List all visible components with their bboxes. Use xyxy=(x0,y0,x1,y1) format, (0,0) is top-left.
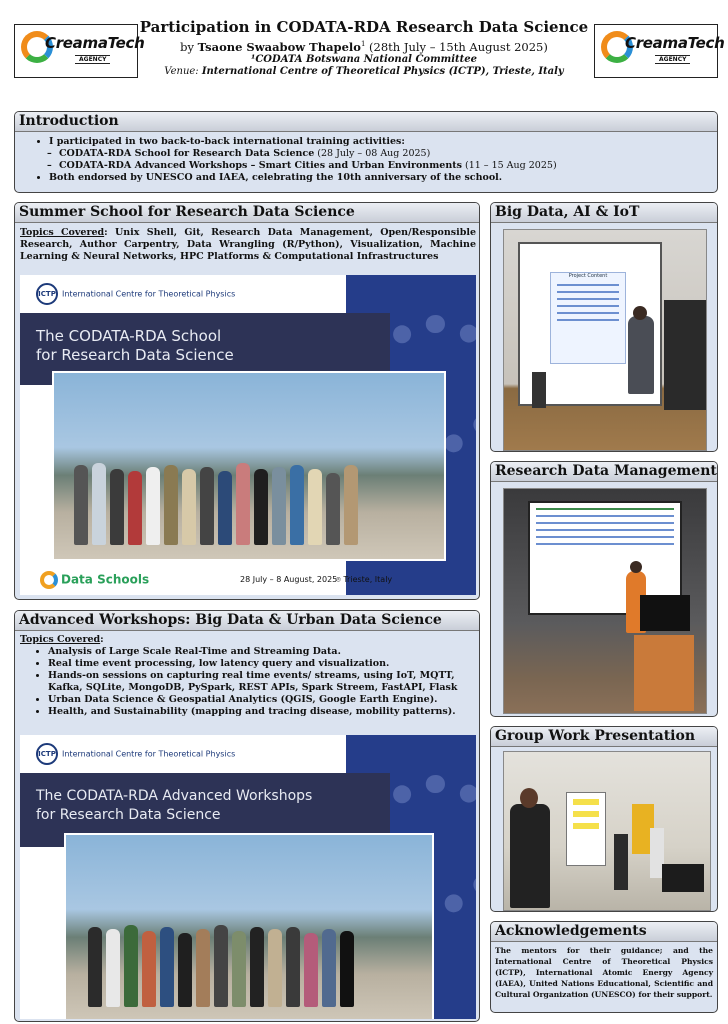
venue: Venue: International Centre of Theoretical Physics (ICTP), Trieste, Italy xyxy=(164,66,564,77)
summer-slide-banner xyxy=(20,275,476,595)
introduction-body xyxy=(33,136,713,184)
location-pin-icon: ⌾ xyxy=(336,575,344,584)
advanced-topics: Topics Covered: • Analysis of Large Scale Real-Time and Streaming Data. • Real time event processing, low latency query and visualization. • Hands-on sessions on capturing real time events/ streams, using IoT, MQTT, Kafka, SQLite, MongoDB, PySpark, REST APIs, Spark Streem, FastAPI, Flask • Urban Data Science & Geospatial Analytics (QGIS, Google Earth Engine). • Health, and Sustainability (mapping and tracing disease, mobility patterns). xyxy=(20,634,476,718)
advanced-slide-banner xyxy=(20,735,476,1019)
logo-wordmark: CreamaTech xyxy=(45,34,145,52)
bigdata-panel xyxy=(490,202,718,452)
data-schools-footer xyxy=(40,571,460,589)
summer-school-panel xyxy=(14,202,480,600)
ictp-logo: ICTP International Centre for Theoretical Physics xyxy=(36,743,235,765)
intro-item-workshops: – CODATA-RDA Advanced Workshops – Smart Cities and Urban Environments (11 – 15 Aug 2025) xyxy=(59,160,713,172)
summer-slide-title: The CODATA-RDA School for Research Data Science xyxy=(36,327,234,364)
logo-agency: AGENCY xyxy=(655,55,690,64)
introduction-title: Introduction xyxy=(15,112,717,132)
intro-lead: • I participated in two back-to-back international training activities: xyxy=(49,136,713,148)
rdm-panel xyxy=(490,461,718,717)
group-work-photo xyxy=(503,751,711,911)
summer-group-photo xyxy=(52,371,446,561)
intro-item-school: – CODATA-RDA School for Research Data Science (28 July – 08 Aug 2025) xyxy=(59,148,713,160)
screen-heading: Project Content xyxy=(568,273,608,279)
intro-endorsement: • Both endorsed by UNESCO and IAEA, celebrating the 10th anniversary of the school. xyxy=(49,172,713,184)
acknowledgements-text: The mentors for their guidance; and the International Centre of Theoretical Physics (ICTP), International Atomic Energy Agency (IAEA), United Nations Educational, Scientific and Cultural Organization (UNESCO) for their support. xyxy=(495,946,713,999)
author-name: Tsaone Swaabow Thapelo xyxy=(197,40,361,54)
school-location: ⌾ Trieste, Italy xyxy=(336,575,393,584)
topic-item: • Urban Data Science & Geospatial Analytics (QGIS, Google Earth Engine). xyxy=(48,694,476,706)
acknowledgements-panel xyxy=(490,921,718,1013)
advanced-workshops-title: Advanced Workshops: Big Data & Urban Data Science xyxy=(15,611,479,631)
advanced-slide-title: The CODATA-RDA Advanced Workshops for Research Data Science xyxy=(36,788,313,823)
rdm-title: Research Data Management xyxy=(491,462,717,482)
topic-item: • Real time event processing, low latency query and visualization. xyxy=(48,658,476,670)
topic-item: • Health, and Sustainability (mapping and tracing disease, mobility patterns). xyxy=(48,706,476,718)
acknowledgements-title: Acknowledgements xyxy=(491,922,717,942)
logo-agency: AGENCY xyxy=(75,55,110,64)
bigdata-title: Big Data, AI & IoT xyxy=(491,203,717,223)
topic-item: • Hands-on sessions on capturing real time events/ streams, using IoT, MQTT, Kafka, SQLite, MongoDB, PySpark, REST APIs, Spark Streem, FastAPI, Flask xyxy=(48,670,476,694)
summer-school-title: Summer School for Research Data Science xyxy=(15,203,479,223)
school-dates: 28 July – 8 August, 2025 xyxy=(240,575,338,584)
advanced-group-photo xyxy=(64,833,434,1019)
topic-item: • Analysis of Large Scale Real-Time and Streaming Data. xyxy=(48,646,476,658)
group-work-panel xyxy=(490,726,718,912)
group-work-title: Group Work Presentation xyxy=(491,727,717,747)
poster-title: Participation in CODATA-RDA Research Data Science xyxy=(139,18,589,36)
affiliation: ¹CODATA Botswana National Committee xyxy=(250,54,478,65)
creamatech-logo-right xyxy=(594,24,725,78)
advanced-workshops-panel xyxy=(14,610,480,1022)
summer-topics: Topics Covered: Unix Shell, Git, Research Data Management, Open/Responsible Research, Author Carpentry, Data Wrangling (R/Python), Visualization, Machine Learning & Neural Networks, HPC Platforms & Computational Infrastructures xyxy=(20,227,476,262)
byline: by Tsaone Swaabow Thapelo$^1$ (28th July – 15th August 2025) xyxy=(180,40,548,54)
creamatech-logo-left xyxy=(14,24,145,78)
data-schools-logo: Data Schools xyxy=(40,571,460,589)
rdm-presentation-photo xyxy=(503,488,707,714)
ictp-logo: ICTP International Centre for Theoretical Physics xyxy=(36,283,235,305)
introduction-panel xyxy=(14,111,718,193)
bigdata-presentation-photo xyxy=(503,229,707,451)
logo-wordmark: CreamaTech xyxy=(625,34,725,52)
